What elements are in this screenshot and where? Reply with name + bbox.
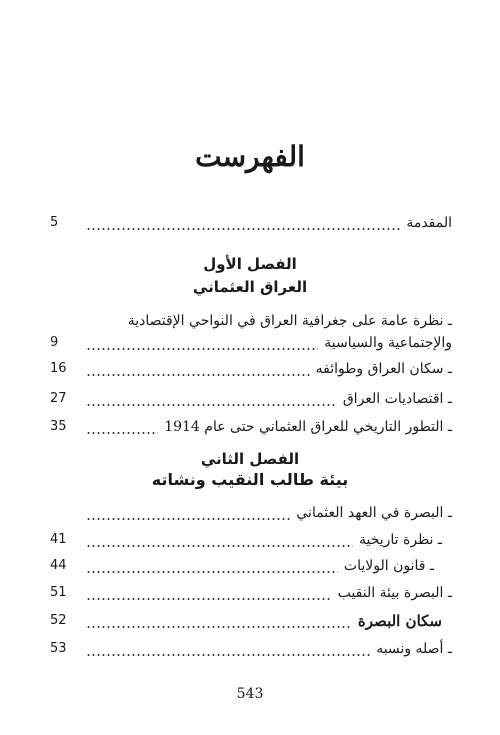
toc-entry-history [50,414,452,436]
chapter-2-subtitle: بيئة طالب النقيب ونشاته [151,470,349,489]
dot-leader [86,612,352,630]
toc-entry-text: والإجتماعية والسياسية [324,335,452,351]
dot-leader [86,557,338,575]
toc-entry-geography [50,330,452,352]
dot-leader [86,640,370,658]
toc-page-number: 35 [50,419,67,434]
toc-entry-basra-ottoman [50,500,452,522]
toc-entry-geography-line1: ـ نظرة عامة على جغرافية العراق في النواحي الإقتصادية [127,313,452,329]
dot-leader [86,360,310,378]
toc-page-number: 53 [50,641,67,656]
toc-page-number: 16 [50,361,67,376]
dot-leader [86,584,332,602]
toc-entry-introduction [50,210,452,232]
toc-entry-provinces-law [50,553,452,575]
dot-leader [86,418,158,436]
toc-entry-economy [50,386,452,408]
toc-page-number: 5 [50,215,59,230]
toc-entry-basra-environment [50,580,452,602]
dot-leader [86,334,318,352]
toc-entry-text: ـ أصله ونسبه [376,641,452,657]
toc-page-number: 9 [50,335,59,350]
toc-entry-text: المقدمة [406,215,452,231]
toc-entry-text: ـ سكان العراق وطوائفه [315,361,452,377]
toc-page-number: 41 [50,532,67,547]
toc-entry-text: ـ اقتصاديات العراق [342,391,452,407]
dot-leader [86,504,290,522]
toc-entry-text: ـ قانون الولايات [343,558,434,574]
toc-entry-text: ـ البصرة بيئة النقيب [337,585,452,601]
toc-entry-basra-population [50,608,452,630]
chapter-2-label: الفصل الثاني [200,450,300,468]
toc-page-number: 52 [50,613,67,628]
page-title: الفهرست [195,140,305,173]
toc-page-number: 44 [50,558,67,573]
toc-entry-population [50,356,452,378]
toc-entry-text: ـ البصرة في العهد العثماني [296,505,452,521]
toc-page-number: 27 [50,391,67,406]
dot-leader [86,214,400,232]
chapter-1-label: الفصل الأول [203,255,297,273]
dot-leader [86,531,353,549]
toc-page-number: 51 [50,585,67,600]
toc-entry-text: سكان البصرة [357,612,442,630]
chapter-1-subtitle: العراق العثماني [192,278,308,296]
toc-entry-origin-lineage [50,636,452,658]
toc-entry-text: ـ التطور التاريخي للعراق العثماني حتى عام 1914 [164,419,452,435]
toc-entry-historical-overview [50,527,452,549]
toc-entry-text: ـ نظرة تاريخية [358,532,442,548]
footer-page-number: 543 [236,686,264,702]
dot-leader [86,390,337,408]
